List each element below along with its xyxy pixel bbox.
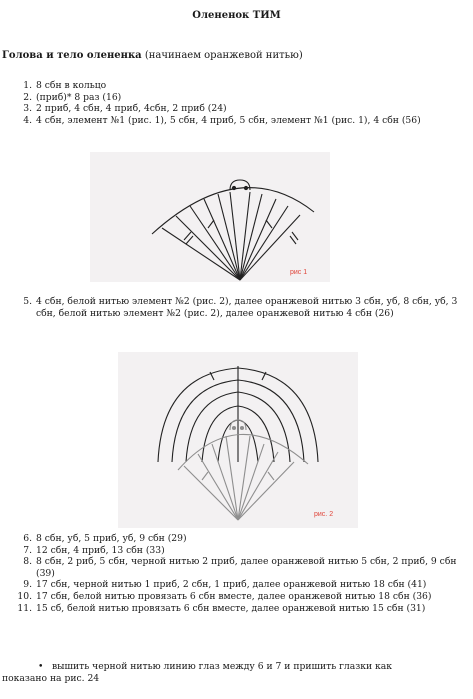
row-text: 8 сбн, уб, 5 приб, уб, 9 сбн (29) <box>36 533 187 544</box>
row-text: 17 сбн, белой нитью провязать 6 сбн вместе, далее оранжевой нитью 18 сбн (36) <box>36 590 432 602</box>
section-heading-note: (начинаем оранжевой нитью) <box>144 50 303 61</box>
row-text: 17 сбн, черной нитью 1 приб, 2 сбн, 1 приб, далее оранжевой нитью 18 сбн (41) <box>36 579 427 591</box>
list-item <box>0 115 473 127</box>
figure-2-drawing <box>118 352 358 528</box>
row-number: 8. <box>23 556 32 568</box>
row-text: 4 сбн, белой нитью элемент №2 (рис. 2), далее оранжевой нитью 3 сбн, уб, 8 сбн, уб, 3 сбн, белой нитью элемент №2 (рис. 2), далее оранжевой нитью 4 сбн (26) <box>36 296 458 319</box>
list-item <box>0 103 473 115</box>
row-text: 4 сбн, элемент №1 (рис. 1), 5 сбн, 4 приб, 5 сбн, элемент №1 (рис. 1), 4 сбн (56) <box>36 114 421 126</box>
section-heading <box>2 50 303 61</box>
document-title: Олененок ТИМ <box>192 10 281 21</box>
figure-1-label: рис 1 <box>290 269 308 276</box>
figure-1-crochet-chart <box>90 152 330 282</box>
row-number: 6. <box>23 533 32 544</box>
instruction-list-c <box>0 533 473 614</box>
instruction-list-b <box>0 296 473 319</box>
list-item <box>0 80 473 92</box>
figure-2-label: рис. 2 <box>314 511 334 518</box>
figure-2-crochet-chart <box>118 352 358 528</box>
row-number: 1. <box>23 80 32 91</box>
list-item <box>0 92 473 104</box>
bullet-note <box>0 661 473 684</box>
bullet-symbol: • <box>38 661 44 672</box>
row-number: 3. <box>23 103 32 115</box>
row-number: 11. <box>17 602 32 614</box>
row-text: 12 сбн, 4 приб, 13 сбн (33) <box>36 544 165 556</box>
row-text: 8 сбн в кольцо <box>36 80 107 91</box>
bullet-text: вышить черной нитью линию глаз между 6 и 7 и пришить глазки как <box>52 661 393 672</box>
list-item <box>0 556 473 579</box>
row-number: 4. <box>23 114 32 126</box>
row-text: (приб)* 8 раз (16) <box>36 91 122 103</box>
list-item <box>0 603 473 615</box>
row-text: 15 сб, белой нитью провязать 6 сбн вместе, далее оранжевой нитью 15 сбн (31) <box>36 602 426 614</box>
list-item <box>0 533 473 545</box>
list-item <box>0 591 473 603</box>
row-number: 2. <box>23 91 32 103</box>
figure-1-drawing <box>90 152 330 282</box>
list-item <box>0 545 473 557</box>
list-item <box>0 296 473 319</box>
row-number: 9. <box>23 579 32 591</box>
row-number: 5. <box>23 296 32 307</box>
row-text: 2 приб, 4 сбн, 4 приб, 4сбн, 2 приб (24) <box>36 103 227 115</box>
bullet-continuation: показано на рис. 24 <box>2 672 100 684</box>
row-number: 7. <box>23 544 32 556</box>
row-number: 10. <box>17 590 32 602</box>
row-text: 8 сбн, 2 риб, 5 сбн, черной нитью 2 приб, далее оранжевой нитью 5 сбн, 2 приб, 9 сбн (39) <box>36 556 457 579</box>
list-item <box>0 579 473 591</box>
section-heading-title: Голова и тело олененка <box>2 50 142 61</box>
instruction-list-a <box>0 80 473 126</box>
